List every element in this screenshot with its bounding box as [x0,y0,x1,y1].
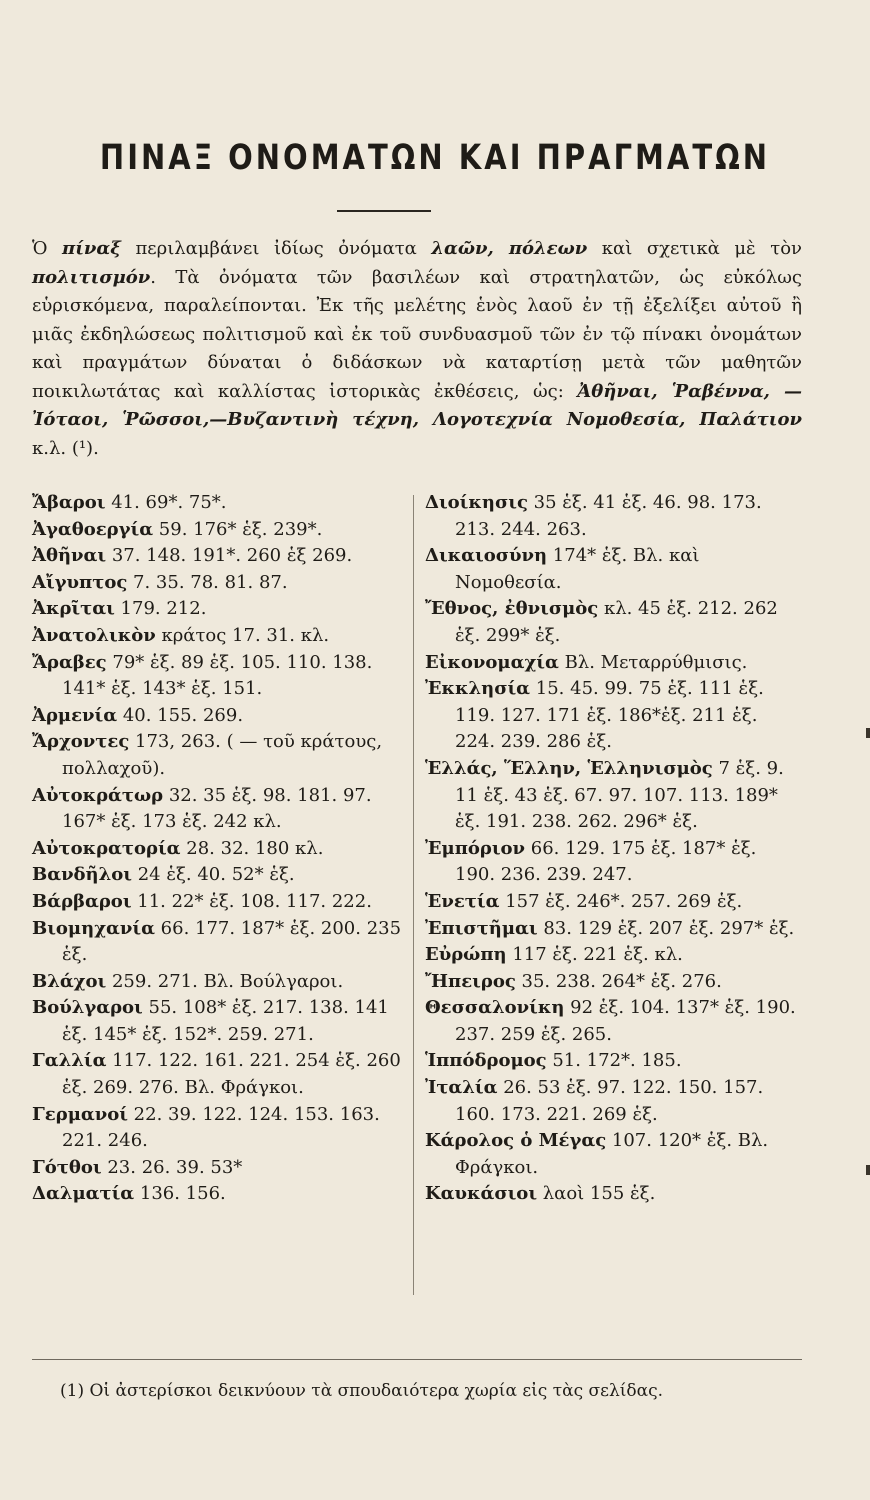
entry-page-refs: 79* ἑξ. 89 ἑξ. 105. 110. 138. 141* ἑξ. 143* ἑξ. 151. [62,651,373,700]
entry-page-refs: 35. 238. 264* ἑξ. 276. [515,970,722,992]
entry-headword: Δαλματία [32,1183,135,1205]
entry-page-refs: 37. 148. 191*. 260 ἑξ 269. [106,545,353,567]
entry-page-refs: 59. 176* ἑξ. 239*. [153,518,323,540]
intro-keyword-2: λαῶν, πόλεων [431,238,588,259]
index-entry [425,942,800,969]
entry-headword: Βλάχοι [32,970,107,992]
entry-headword: Αὐτοκράτωρ [32,784,164,806]
entry-headword: Ἐπιστῆμαι [425,917,538,939]
index-entry [32,729,404,782]
column-divider [413,495,414,1295]
entry-headword: Ἀρμενία [32,704,118,726]
entry-headword: Ἐκκλησία [425,678,531,700]
entry-page-refs: 41. 69*. 75*. [105,492,227,513]
entry-headword: Ἤπειρος [425,970,516,992]
entry-headword: Ἑλλάς, Ἕλλην, Ἑλληνισμὸς [425,757,713,779]
entry-page-refs: 136. 156. [134,1183,226,1205]
entry-page-refs: 7 ἑξ. 9. 11 ἑξ. 43 ἑξ. 67. 97. 107. 113. 189* ἑξ. 191. 238. 262. 296* ἑξ. [455,757,784,833]
entry-page-refs: 40. 155. 269. [117,704,244,726]
entry-headword: Ἰταλία [425,1077,498,1099]
entry-headword: Γότθοι [32,1156,102,1178]
index-entry [425,1048,800,1075]
index-entry [32,862,404,889]
index-entry [32,889,404,916]
index-entry [32,650,404,703]
intro-paragraph [32,235,802,463]
entry-page-refs: 26. 53 ἑξ. 97. 122. 150. 157. 160. 173. 221. 269 ἑξ. [455,1077,764,1125]
entry-headword: Ἀγαθοεργία [32,518,154,540]
entry-headword: Ἀκρῖται [32,598,115,620]
index-entry [32,570,404,597]
entry-headword: Καυκάσιοι [425,1183,538,1205]
entry-page-refs: 92 ἑξ. 104. 137* ἑξ. 190. 237. 259 ἑξ. 265. [455,997,796,1045]
index-entry [32,490,404,517]
entry-page-refs: 66. 177. 187* ἑξ. 200. 235 ἑξ. [62,917,402,966]
index-entry [32,1181,404,1208]
edge-mark [866,728,870,738]
intro-text-4: . Τὰ ὀνόματα τῶν βασιλέων καὶ στρατηλατῶν, ὡς εὐκόλως εὑρισκόμενα, παραλείπονται. Ἐκ τῆς μελέτης ἑνὸς λαοῦ ἐν τῇ ἐξελίξει αὐτοῦ ἢ μιᾶς ἐκδηλώσεως πολιτισμοῦ καὶ ἐκ τοῦ συνδυασμοῦ τῶν ἐν τῷ πίνακι ὀνομάτων καὶ πραγμάτων δύναται ὁ διδάσκων νὰ καταρτίσῃ μετὰ τῶν μαθητῶν ποικιλωτάτας καὶ καλλίστας ἱστορικὰς ἐκθέσεις, ὡς: [32,266,802,402]
entry-page-refs: 7. 35. 78. 81. 87. [127,571,288,593]
entry-page-refs: κλ. 45 ἑξ. 212. 262 ἑξ. 299* ἑξ. [455,598,778,646]
index-entry [425,596,800,649]
entry-headword: Ἄρχοντες [32,731,130,753]
entry-page-refs: κράτος 17. 31. κλ. [155,624,330,646]
entry-headword: Ἄβαροι [32,492,106,513]
index-entry [32,995,404,1048]
edge-mark [866,1165,870,1175]
entry-headword: Γαλλία [32,1050,107,1072]
index-entry [425,676,800,756]
index-entry [32,543,404,570]
page-title: ΠΙΝΑΞ ΟΝΟΜΑΤΩΝ ΚΑΙ ΠΡΑΓΜΑΤΩΝ [99,136,771,178]
index-entry [425,916,800,943]
entry-page-refs: 83. 129 ἑξ. 207 ἑξ. 297* ἑξ. [537,917,795,939]
entry-page-refs: 173, 263. ( — τοῦ κράτους, πολλαχοῦ). [62,731,383,779]
entry-page-refs: 22. 39. 122. 124. 153. 163. 221. 246. [62,1103,380,1152]
entry-headword: Ἐμπόριον [425,837,526,859]
intro-text-1: Ὁ [32,238,63,259]
entry-page-refs: 117. 122. 161. 221. 254 ἑξ. 260 ἑξ. 269. 276. Βλ. Φράγκοι. [62,1050,401,1099]
entry-headword: Αἴγυπτος [32,571,128,593]
entry-page-refs: 259. 271. Βλ. Βούλγαροι. [106,970,344,992]
entry-page-refs: 32. 35 ἑξ. 98. 181. 97. 167* ἑξ. 173 ἑξ. 242 κλ. [62,784,372,833]
index-entry [32,1155,404,1182]
index-entry [32,517,404,544]
index-entry [32,969,404,996]
index-entry [425,756,800,836]
entry-headword: Βανδῆλοι [32,864,132,886]
index-entry [425,650,800,677]
index-entry [32,596,404,623]
entry-headword: Ἄραβες [32,651,107,673]
entry-page-refs: 174* ἑξ. Βλ. καὶ Νομοθεσία. [455,545,700,593]
entry-page-refs: 66. 129. 175 ἑξ. 187* ἑξ. 190. 236. 239. 247. [455,837,757,886]
entry-headword: Βιομηχανία [32,917,155,939]
index-entry [32,623,404,650]
title-underline [337,210,431,212]
entry-page-refs: 117 ἑξ. 221 ἑξ. κλ. [506,944,683,966]
entry-headword: Γερμανοί [32,1103,128,1125]
intro-text-5: κ.λ. (¹). [32,437,99,459]
intro-keyword-3: πολιτισμόν [32,266,151,288]
entry-headword: Αὐτοκρατορία [32,837,181,859]
index-entry [425,1075,800,1128]
index-entry [32,783,404,836]
index-column-right [425,490,800,1208]
entry-headword: Δικαιοσύνη [425,545,548,567]
index-entry [32,703,404,730]
entry-headword: Ἀθῆναι [32,545,107,567]
entry-page-refs: λαοὶ 155 ἑξ. [537,1183,656,1205]
entry-page-refs: 28. 32. 180 κλ. [180,837,324,859]
entry-headword: Ἑνετία [425,890,500,912]
index-entry [425,1181,800,1208]
intro-text-3: καὶ σχετικὰ μὲ τὸν [587,238,802,259]
index-entry [425,1128,800,1181]
entry-headword: Διοίκησις [425,492,528,513]
index-entry [32,836,404,863]
entry-page-refs: 107. 120* ἑξ. Βλ. Φράγκοι. [455,1130,769,1178]
entry-headword: Βούλγαροι [32,997,143,1019]
entry-page-refs: 51. 172*. 185. [546,1050,682,1072]
entry-headword: Θεσσαλονίκη [425,997,565,1019]
entry-page-refs: Βλ. Μεταρρύθμισις. [558,651,748,673]
intro-keyword-4: Ἀθῆναι, Ῥαβέννα, —Ἰόταοι, Ῥῶσσοι,—Βυζαντινὴ τέχνη, Λογοτεχνία Νομοθεσία, Παλάτιον [32,380,802,430]
index-entry [425,836,800,889]
entry-page-refs: 157 ἑξ. 246*. 257. 269 ἑξ. [499,890,743,912]
index-entry [425,969,800,996]
index-entry [32,916,404,969]
index-column-left [32,490,404,1208]
entry-page-refs: 179. 212. [114,598,207,620]
index-entry [425,995,800,1048]
entry-headword: Ἀνατολικὸν [32,624,156,646]
intro-text-2: περιλαμβάνει ἰδίως ὀνόματα [120,238,432,259]
entry-headword: Βάρβαροι [32,890,132,912]
footnote: (1) Οἱ ἀστερίσκοι δεικνύουν τὰ σπουδαιότερα χωρία εἰς τὰς σελίδας. [60,1381,664,1401]
index-entry [32,1102,404,1155]
intro-keyword-1: πίναξ [62,238,121,259]
index-entry [425,889,800,916]
footnote-rule [32,1359,802,1360]
index-entry [32,1048,404,1101]
entry-page-refs: 35 ἑξ. 41 ἑξ. 46. 98. 173. 213. 244. 263. [455,492,762,540]
entry-headword: Εὐρώπη [425,944,507,966]
entry-page-refs: 23. 26. 39. 53* [101,1156,243,1178]
entry-headword: Εἰκονομαχία [425,651,559,673]
entry-headword: Ἱππόδρομος [425,1050,547,1072]
entry-page-refs: 24 ἑξ. 40. 52* ἑξ. [131,864,295,886]
index-entry [425,543,800,596]
entry-page-refs: 55. 108* ἑξ. 217. 138. 141 ἑξ. 145* ἑξ. 152*. 259. 271. [62,997,389,1045]
entry-page-refs: 11. 22* ἑξ. 108. 117. 222. [131,890,372,912]
entry-page-refs: 15. 45. 99. 75 ἑξ. 111 ἑξ. 119. 127. 171 ἑξ. 186*ἑξ. 211 ἑξ. 224. 239. 286 ἑξ. [455,678,764,753]
entry-headword: Κάρολος ὁ Μέγας [425,1130,607,1152]
index-entry [425,490,800,543]
entry-headword: Ἔθνος, ἐθνισμὸς [425,598,599,620]
